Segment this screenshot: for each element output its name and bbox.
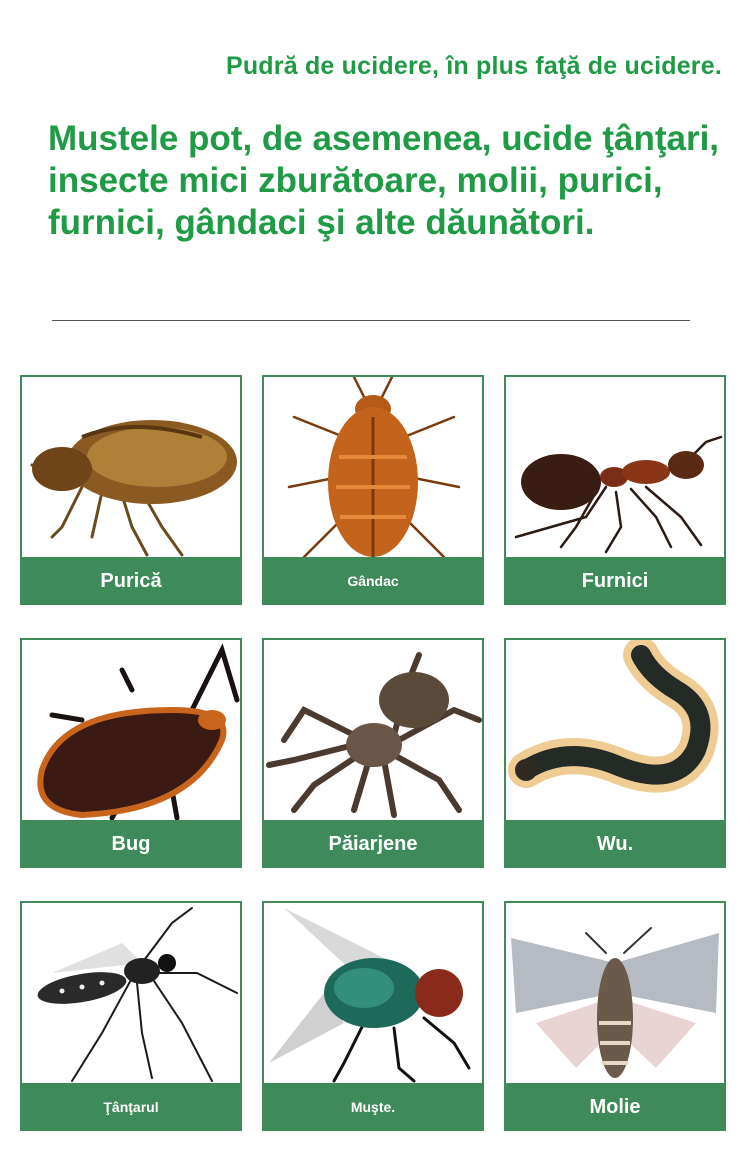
insect-label: Ţânţarul xyxy=(20,1083,242,1131)
insect-label: Gândac xyxy=(262,557,484,605)
insect-card-moth xyxy=(504,901,726,1131)
stink-bug-icon xyxy=(22,640,240,820)
insect-label: Purică xyxy=(20,557,242,605)
insect-card-mosquito xyxy=(20,901,242,1131)
insect-label: Furnici xyxy=(504,557,726,605)
insect-label: Wu. xyxy=(504,820,726,868)
insect-label: Molie xyxy=(504,1083,726,1131)
insect-card-ant xyxy=(504,375,726,605)
headline: Mustele pot, de asemenea, ucide ţânţari, insecte mici zburătoare, molii, purici, furnici, gândaci şi alte dăunători. xyxy=(48,119,720,242)
spider-icon xyxy=(264,640,482,820)
insect-label: Păiarjene xyxy=(262,820,484,868)
insect-card-fly xyxy=(262,901,484,1131)
insect-card-cockroach xyxy=(262,375,484,605)
insect-label: Bug xyxy=(20,820,242,868)
flea-icon xyxy=(22,377,240,557)
centipede-icon xyxy=(506,640,724,820)
insect-card-flea xyxy=(20,375,242,605)
ant-icon xyxy=(506,377,724,557)
insect-card-centipede xyxy=(504,638,726,868)
cockroach-icon xyxy=(264,377,482,557)
subtitle: Pudră de ucidere, în plus faţă de ucidere. xyxy=(225,52,722,80)
mosquito-icon xyxy=(22,903,240,1083)
insect-label: Muşte. xyxy=(262,1083,484,1131)
insect-card-bug xyxy=(20,638,242,868)
fly-icon xyxy=(264,903,482,1083)
moth-icon xyxy=(506,903,724,1083)
insect-card-spider xyxy=(262,638,484,868)
